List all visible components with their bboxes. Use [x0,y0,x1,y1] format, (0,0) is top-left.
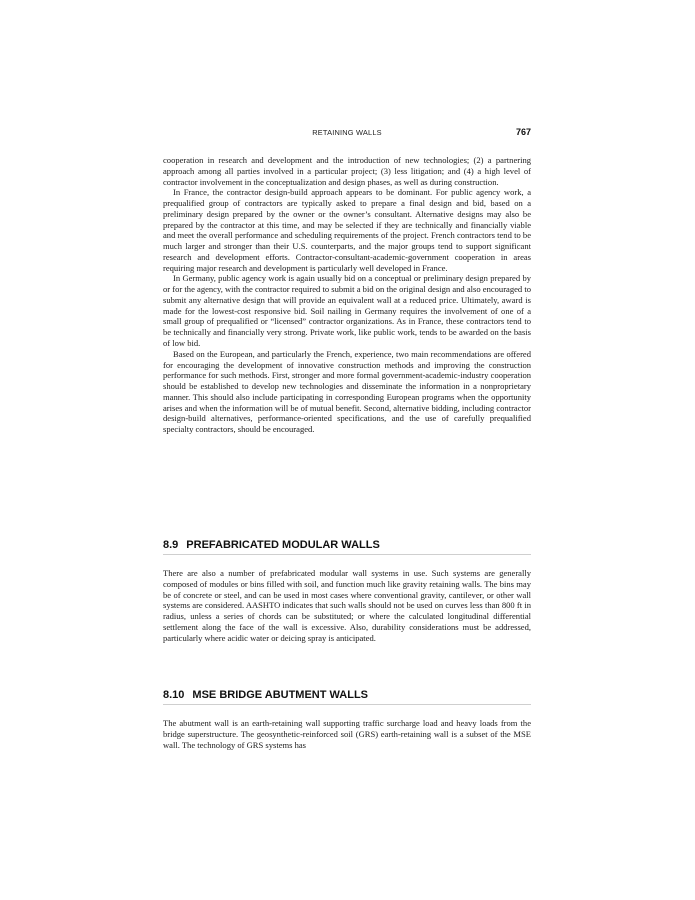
paragraph-germany: In Germany, public agency work is again usually bid on a conceptual or preliminary design prepared by or for the agency, with the contractor required to submit a bid on the original design and also encouraged to submit any alternative design that will provide an equivalent wall at a reduced price. Ultimately, award is made for the lowest-cost responsive bid. Soil nailing in Germany requires the involvement of one of a small group of prequalified or “licensed” contractor organizations. As in France, these contractors tend to be technically and financially very strong. Private work, like public work, tends to be awarded on the basis of low bid. [163,273,531,349]
paragraph-abutment-walls: The abutment wall is an earth-retaining wall supporting traffic surcharge load and heavy loads from the bridge superstructure. The geosynthetic-reinforced soil (GRS) earth-retaining wall is a subset of the MSE wall. The technology of GRS systems has [163,718,531,750]
running-title: RETAINING WALLS [312,128,382,137]
page-number: 767 [515,127,531,137]
section-heading-8-9 [163,539,531,555]
body-text-block [163,155,531,435]
running-header [163,128,531,140]
paragraph-recommendations: Based on the European, and particularly the French, experience, two main recommendations are offered for encouraging the development of innovative construction methods and improving the construction performance for such methods. First, stronger and more formal government-academic-industry cooperation should be established to develop new technologies and disseminate the information in a nonproprietary manner. This should also include participating in corresponding European programs when the opportunity arises and when the information will be of mutual benefit. Second, alternative bidding, including contractor design-build alternatives, performance-oriented specifications, and the use of carefully prequalified specialty contractors, should be encouraged. [163,348,531,435]
section-title: PREFABRICATED MODULAR WALLS [186,539,380,551]
paragraph-continuation: cooperation in research and development and the introduction of new technologies; (2) a partnering approach among all parties involved in a particular project; (3) less litigation; and (4) a high level of contractor involvement in the conceptualization and design phases, as well as during construction. [163,155,531,187]
section-heading-8-10 [163,689,531,705]
section-8-9-body [163,568,531,643]
section-number: 8.10 [163,689,185,701]
paragraph-france: In France, the contractor design-build approach appears to be dominant. For public agency work, a prequalified group of contractors are typically asked to prepare a final design and bid, based on a preliminary design prepared by the owner or the owner’s consultant. Alternative designs may also be prepared by the contractor at this time, and may be selected if they are technically and financially viable and meet the overall performance and scheduling requirements of the project. French contractors tend to be much larger and stronger than their U.S. counterparts, and the major groups tend to support significant research and development efforts. Contractor-consultant-academic-government cooperation in areas requiring major research and development is particularly well developed in France. [163,187,531,273]
paragraph-modular-walls: There are also a number of prefabricated modular wall systems in use. Such systems are generally composed of modules or bins filled with soil, and function much like gravity retaining walls. The bins may be of concrete or steel, and can be used in most cases where conventional gravity, cantilever, or other wall systems are considered. AASHTO indicates that such walls should not be used on curves less than 800 ft in radius, unless a series of chords can be substituted; or where the calculated longitudinal differential settlement along the face of the wall is excessive. Also, durability considerations must be addressed, particularly where acidic water or deicing spray is anticipated. [163,568,531,643]
section-8-10-body [163,718,531,750]
section-title: MSE BRIDGE ABUTMENT WALLS [192,689,369,701]
section-number: 8.9 [163,539,179,551]
